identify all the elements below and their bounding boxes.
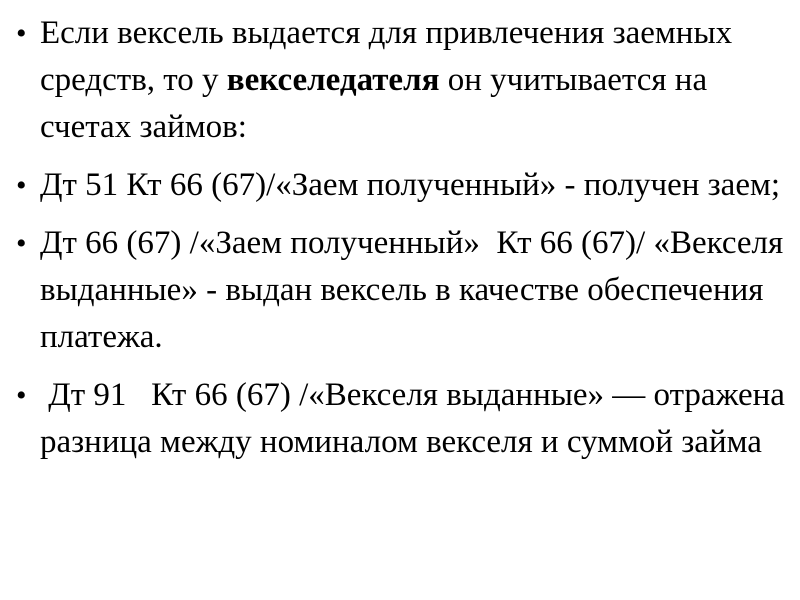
bullet-icon: • xyxy=(16,227,27,260)
list-item xyxy=(16,162,786,209)
list-item xyxy=(16,220,792,361)
item-text: Дт 66 (67) /«Заем полученный» Кт 66 (67)/ «Векселя выданные» - выдан вексель в качестве обеспечения платежа. xyxy=(40,225,792,355)
bullet-icon: • xyxy=(16,169,27,202)
bullet-list xyxy=(16,10,794,477)
bullet-icon: • xyxy=(16,17,27,50)
item-text-before: Если вексель выдается для привлечения заемных средств, то у xyxy=(40,15,733,98)
bullet-icon: • xyxy=(16,379,27,412)
item-text-bold: векселедателя xyxy=(226,62,440,98)
list-item xyxy=(16,10,786,151)
item-text-after: он учитывается на счетах займов: xyxy=(40,62,708,145)
item-text: Дт 51 Кт 66 (67)/«Заем полученный» - получен заем; xyxy=(40,167,781,203)
list-item xyxy=(16,372,794,466)
item-text: Дт 91 Кт 66 (67) /«Векселя выданные» — отражена разница между номиналом векселя и суммой займа xyxy=(40,377,794,460)
